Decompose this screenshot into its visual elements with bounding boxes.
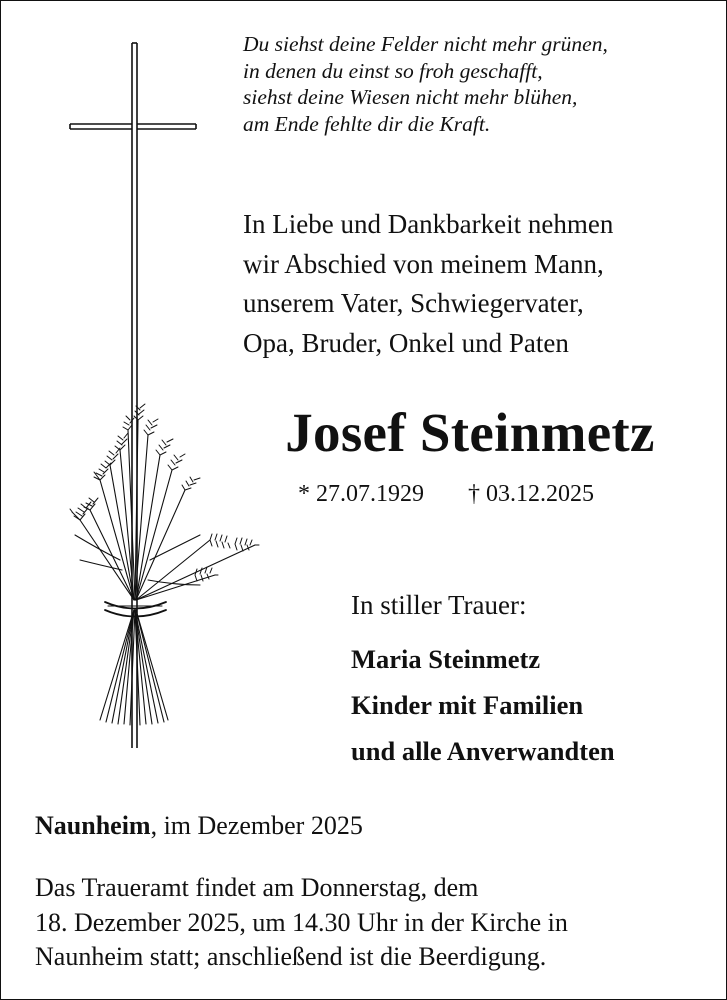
place-date: , im Dezember 2025: [150, 811, 363, 840]
farewell-line: Opa, Bruder, Onkel und Paten: [243, 327, 569, 358]
service-line: Naunheim statt; anschließend ist die Beerdigung.: [35, 942, 547, 971]
mourner-name: Kinder mit Familien: [351, 690, 584, 720]
life-dates: [298, 478, 594, 510]
funeral-service-info: [35, 871, 715, 975]
poem-line: siehst deine Wiesen nicht mehr blühen,: [243, 85, 578, 109]
farewell-line: unserem Vater, Schwiegervater,: [243, 288, 584, 318]
poem-line: in denen du einst so froh geschafft,: [243, 58, 543, 83]
farewell-line: wir Abschied von meinem Mann,: [243, 248, 604, 279]
service-line: 18. Dezember 2025, um 14.30 Uhr in der Kirche in: [35, 907, 568, 937]
farewell-text: [243, 205, 713, 363]
place-and-date: [35, 808, 363, 844]
farewell-line: In Liebe und Dankbarkeit nehmen: [243, 209, 614, 239]
service-line: Das Traueramt findet am Donnerstag, dem: [35, 873, 479, 902]
deceased-name: Josef Steinmetz: [285, 402, 655, 463]
poem-line: Du siehst deine Felder nicht mehr grünen,: [243, 32, 608, 56]
poem-line: am Ende fehlte dir die Kraft.: [243, 111, 491, 136]
mourner-name: Maria Steinmetz: [351, 644, 541, 674]
mourning-label: In stiller Trauer:: [351, 590, 527, 620]
mourners-list: [351, 636, 615, 774]
place-town: Naunheim: [35, 811, 151, 840]
cross-icon: [70, 43, 196, 748]
memorial-poem: [243, 31, 713, 137]
mourner-name: und alle Anverwandten: [351, 736, 615, 766]
birth-date: * 27.07.1929: [298, 481, 424, 507]
death-date: † 03.12.2025: [468, 481, 594, 507]
